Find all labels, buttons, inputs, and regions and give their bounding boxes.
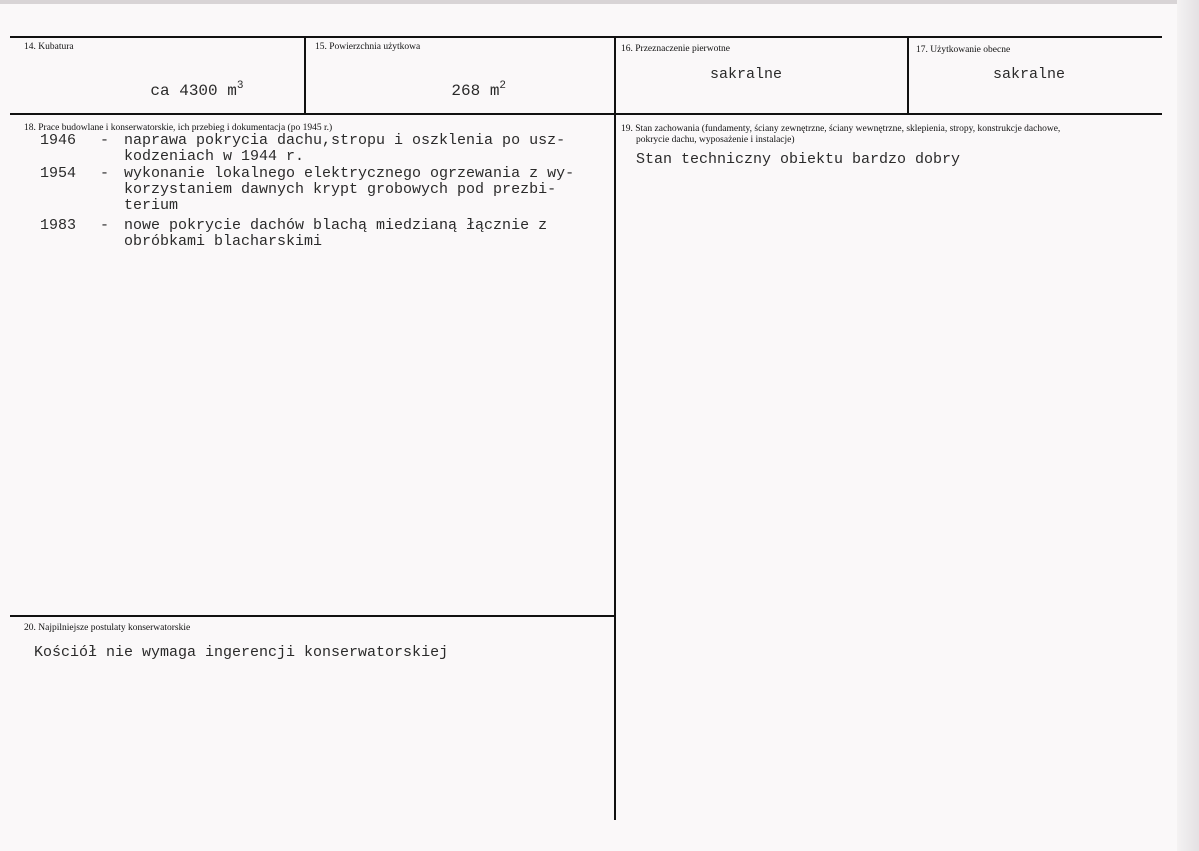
kubatura-unit-exponent: 3 (236, 80, 244, 92)
prace-entry-1954 (40, 166, 620, 216)
kubatura-number: ca 4300 m (150, 82, 237, 100)
prace-label: 18. Prace budowlane i konserwatorskie, ich przebieg i dokumentacja (po 1945 r.) (24, 123, 333, 133)
stan-label-line-1: 19. Stan zachowania (fundamenty, ściany zewnętrzne, ściany wewnętrzne, sklepienia, stropy, konstrukcje dachowe, (621, 124, 1061, 134)
entry-year: 1946 (40, 132, 77, 149)
przeznaczenie-value: sakralne (710, 66, 783, 83)
prace-entry-1983 (40, 218, 620, 252)
postulaty-label: 20. Najpilniejsze postulaty konserwatorskie (24, 623, 191, 633)
top-rule (10, 36, 1162, 38)
entry-dash: - (100, 165, 110, 182)
uzytkowanie-value: sakralne (993, 66, 1066, 83)
kubatura-label: 14. Kubatura (24, 42, 74, 52)
entry-text: naprawa pokrycia dachu,stropu i oszklenia po usz- kodzeniach w 1944 r. (124, 132, 566, 165)
kubatura-value (112, 62, 243, 118)
header-divider-1 (304, 36, 306, 113)
stan-label-line-2: pokrycie dachu, wyposażenie i instalacje) (636, 135, 795, 145)
entry-text: nowe pokrycie dachów blachą miedzianą łącznie z obróbkami blacharskimi (124, 217, 548, 250)
entry-dash: - (100, 217, 110, 234)
entry-year: 1954 (40, 165, 77, 182)
przeznaczenie-label: 16. Przeznaczenie pierwotne (621, 44, 730, 54)
powierzchnia-unit-exponent: 2 (499, 80, 507, 92)
entry-text: wykonanie lokalnego elektrycznego ogrzewania z wy- korzystaniem dawnych krypt grobowych pod prezbi- terium (124, 165, 575, 214)
powierzchnia-number: 268 m (451, 82, 500, 100)
powierzchnia-label: 15. Powierzchnia użytkowa (315, 42, 421, 52)
entry-dash: - (100, 132, 110, 149)
paper-right-edge (1177, 0, 1199, 851)
powierzchnia-value (413, 62, 506, 118)
entry-year: 1983 (40, 217, 77, 234)
header-divider-3 (907, 36, 909, 113)
header-divider-2 (614, 36, 616, 113)
uzytkowanie-label: 17. Użytkowanie obecne (916, 45, 1011, 55)
section-20-top-rule (10, 615, 615, 617)
prace-entry-1946 (40, 133, 620, 167)
stan-value: Stan techniczny obiektu bardzo dobry (636, 151, 961, 168)
postulaty-value: Kościół nie wymaga ingerencji konserwatorskiej (34, 644, 449, 661)
paper-top-edge (0, 0, 1199, 4)
